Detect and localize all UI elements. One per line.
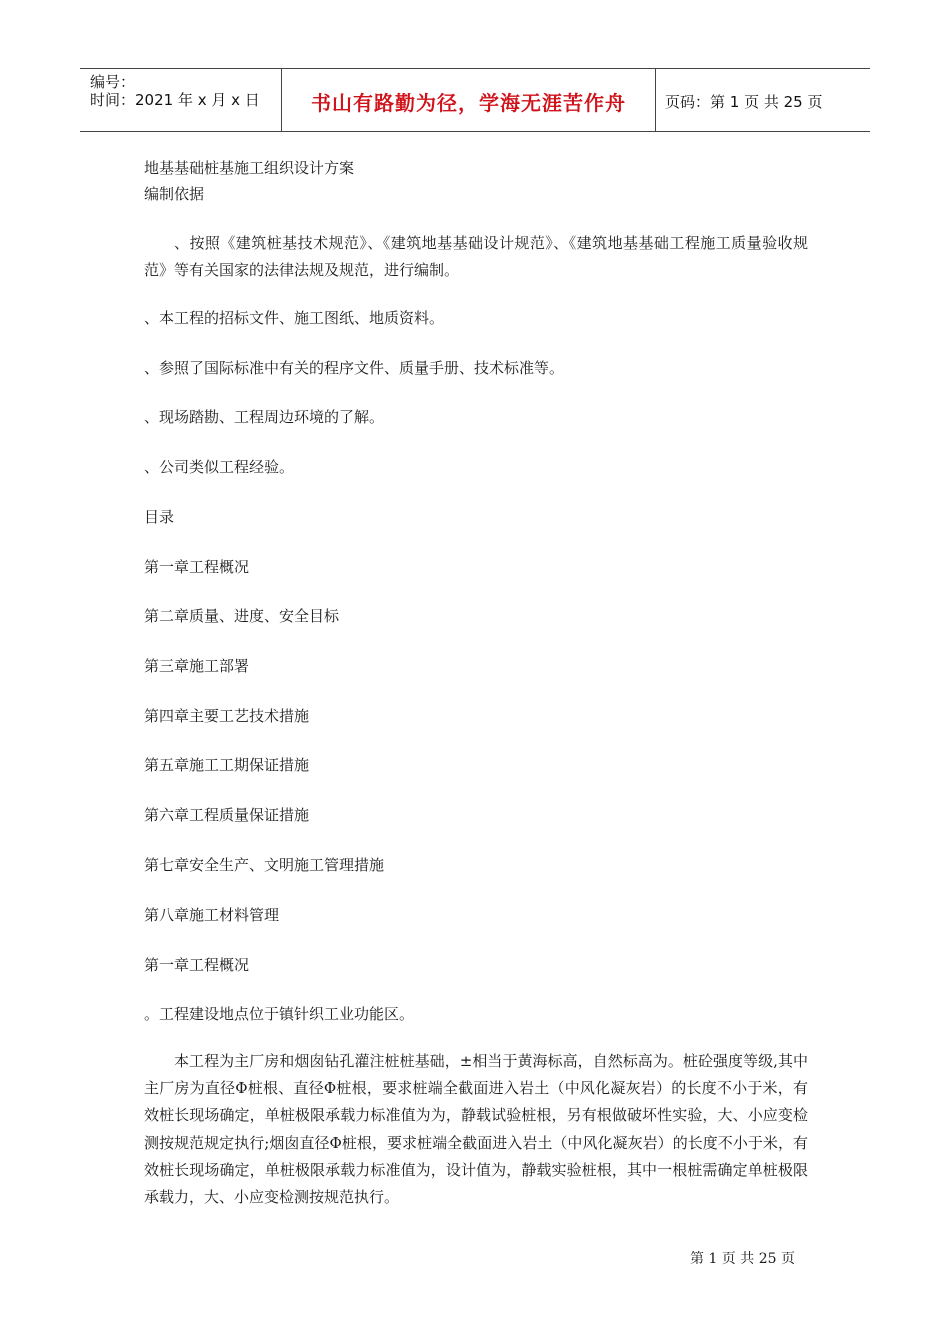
header-motto-cell [281, 69, 656, 131]
basis-item-2: 、本工程的招标文件、施工图纸、地质资料。 [144, 309, 445, 327]
toc-item: 第五章施工工期保证措施 [144, 756, 310, 774]
header-left-cell [80, 69, 280, 131]
header-page-cell [655, 69, 870, 131]
toc-heading: 目录 [144, 508, 175, 526]
toc-item: 第一章工程概况 [144, 558, 250, 576]
basis-heading: 编制依据 [144, 185, 205, 203]
basis-item-1: 、按照《建筑桩基技术规范》、《建筑地基基础设计规范》、《建筑地基基础工程施工质量验收规范》等有关国家的法律法规及规范，进行编制。 [144, 234, 808, 280]
toc-item: 第八章施工材料管理 [144, 906, 280, 924]
toc-item: 第三章施工部署 [144, 657, 250, 675]
document-time-label: 时间：2021 年 x 月 x 日 [90, 91, 260, 109]
toc-item: 第七章安全生产、文明施工管理措施 [144, 856, 385, 874]
page-header [80, 68, 870, 132]
project-description-paragraph: 本工程为主厂房和烟囱钻孔灌注桩桩基础，±相当于黄海标高，自然标高为。桩砼强度等级,其中主厂房为直径Φ桩根、直径Φ桩根，要求桩端全截面进入岩土（中风化凝灰岩）的长度不小于米，有效桩长现场确定，单桩极限承载力标准值为为，静载试验桩根，另有根做破坏性实验，大、小应变检测按规范规定执行;烟囱直径Φ桩根，要求桩端全截面进入岩土（中风化凝灰岩）的长度不小于米，有效桩长现场确定，单桩极限承载力标准值为，设计值为，静载实验桩根，其中一根桩需确定单桩极限承载力，大、小应变检测按规范执行。 [144, 1052, 808, 1207]
basis-item-5: 、公司类似工程经验。 [144, 458, 295, 476]
header-page-number: 页码：第 1 页 共 25 页 [665, 93, 823, 111]
location-paragraph: 。工程建设地点位于镇针织工业功能区。 [144, 1005, 415, 1023]
basis-item-3: 、参照了国际标准中有关的程序文件、质量手册、技术标准等。 [144, 359, 565, 377]
toc-item: 第二章质量、进度、安全目标 [144, 607, 340, 625]
chapter-1-heading: 第一章工程概况 [144, 956, 250, 974]
toc-item: 第六章工程质量保证措施 [144, 806, 310, 824]
basis-item-4: 、现场踏勘、工程周边环境的了解。 [144, 408, 385, 426]
header-motto: 书山有路勤为径，学海无涯苦作舟 [311, 91, 626, 115]
document-number-label: 编号： [90, 73, 136, 91]
page-footer: 第 1 页 共 25 页 [690, 1251, 795, 1267]
document-title: 地基基础桩基施工组织设计方案 [144, 159, 355, 177]
toc-item: 第四章主要工艺技术措施 [144, 707, 310, 725]
